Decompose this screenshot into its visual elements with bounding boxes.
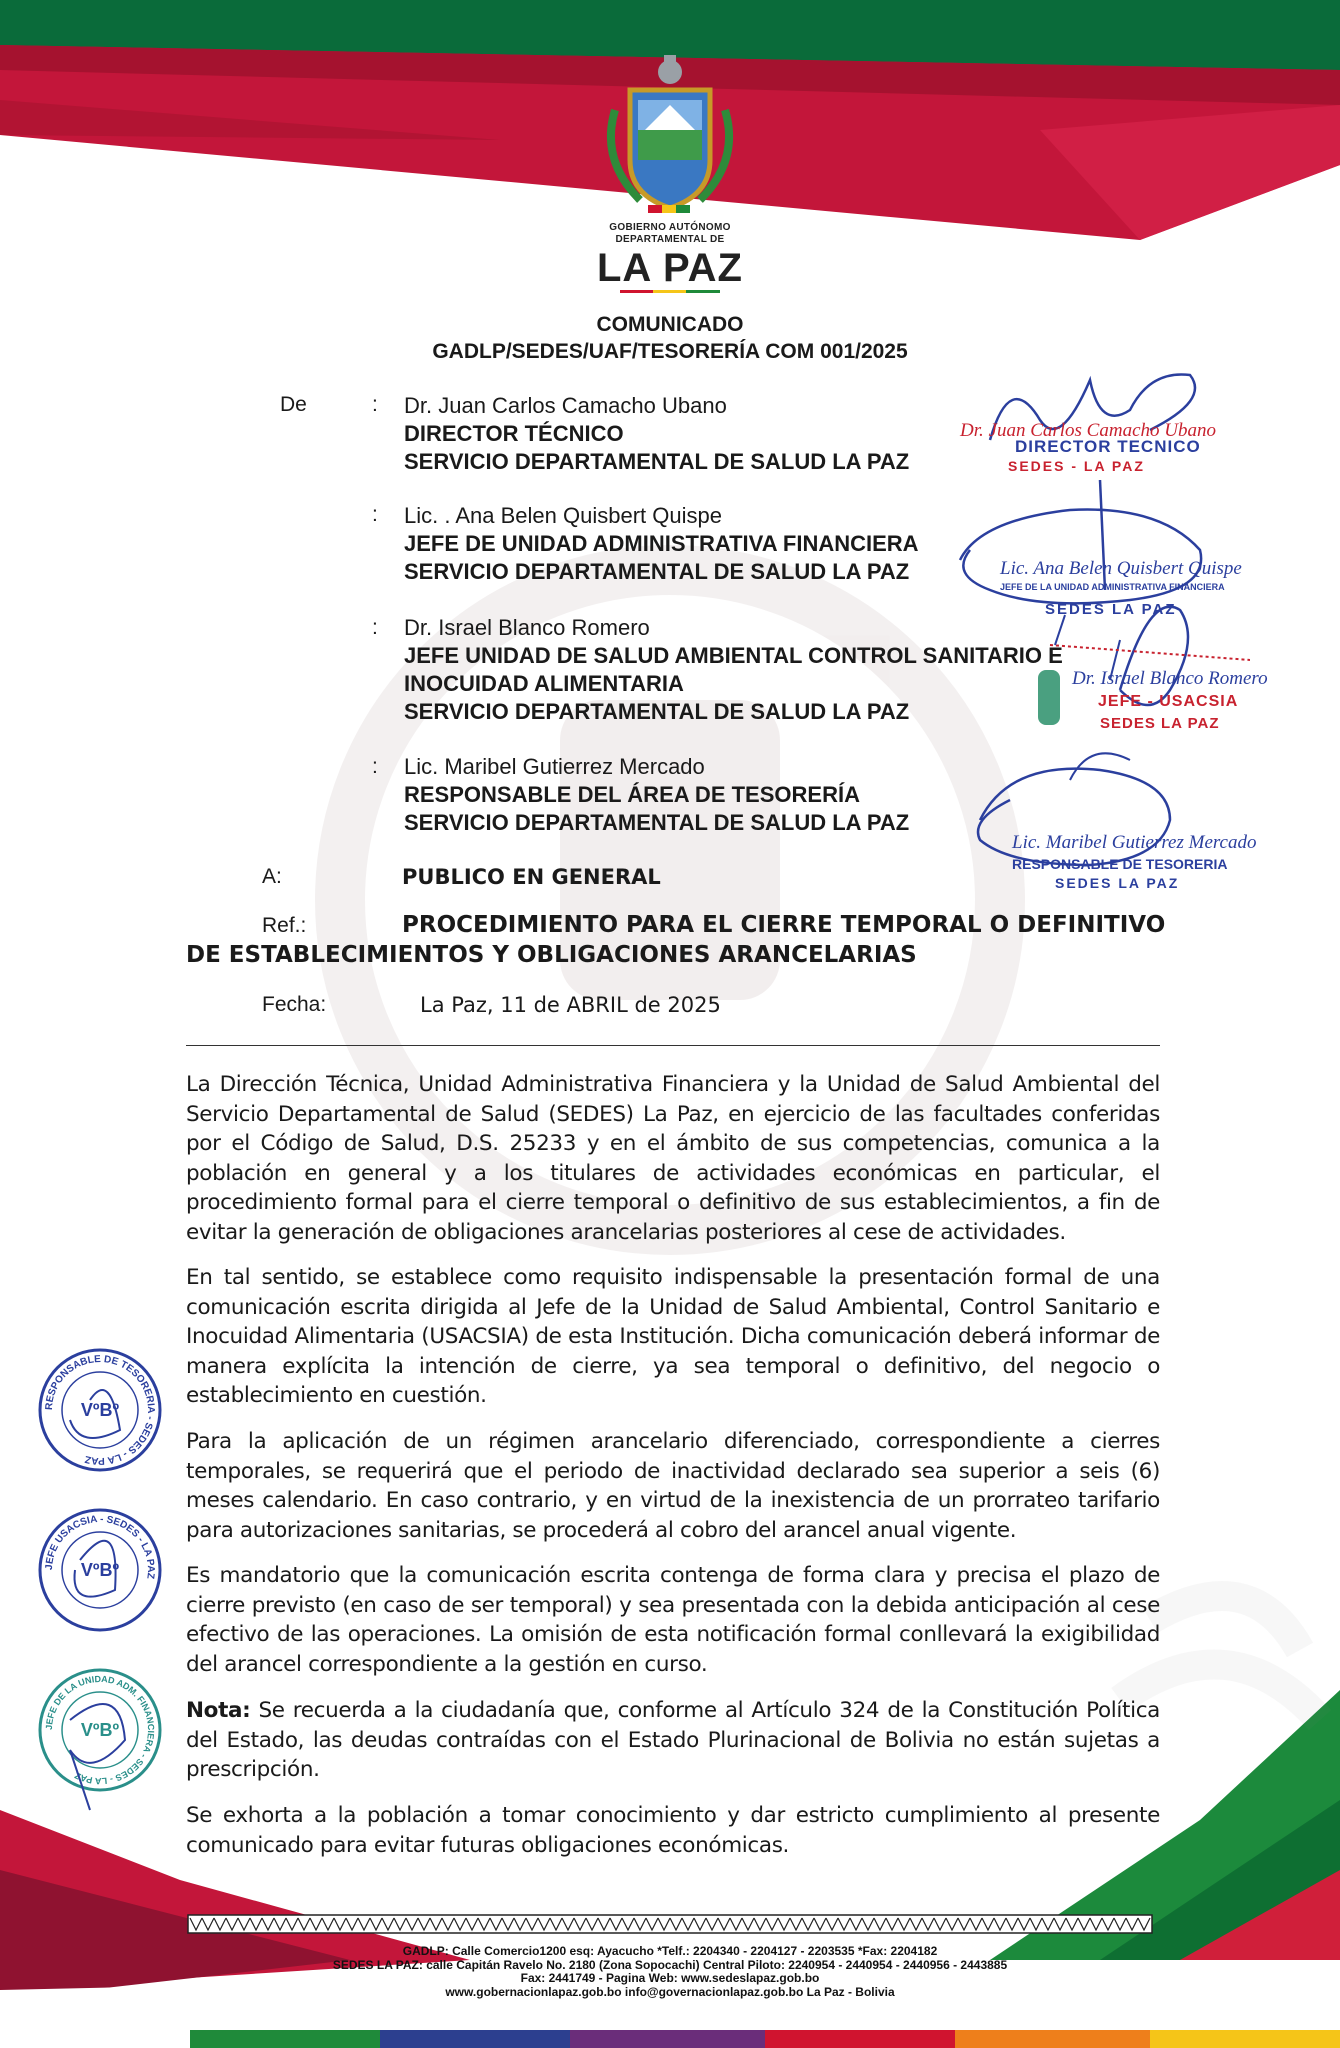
stamp-4-title: RESPONSABLE DE TESORERIA <box>1012 856 1228 872</box>
paragraph-closing: Se exhorta a la población a tomar conocimiento y dar estricto cumplimiento al presente comunicado para evitar futuras obligaciones económicas. <box>186 1803 1160 1858</box>
ref-label: Ref.: <box>262 914 307 937</box>
paragraph-4: Es mandatorio que la comunicación escrita contenga de forma clara y precisa el plazo de cierre previsto (en caso de ser temporal) y sea presentada con la debida anticipación al cese efectivo de las operaciones. La omisión de esta notificación formal conllevará la exigibilidad del arancel correspondiente a la gestión en curso. <box>186 1563 1160 1677</box>
stamp-1-place: SEDES - LA PAZ <box>1008 458 1145 474</box>
footer-line-3: Fax: 2441749 - Pagina Web: www.sedeslapaz.gob.bo <box>520 1971 820 1985</box>
logo-line-3: LA PAZ <box>597 246 743 290</box>
colon: : <box>372 755 378 778</box>
paragraph-2: En tal sentido, se establece como requisito indispensable la presentación formal de una comunicación escrita dirigida al Jefe de la Unidad de Salud Ambiental, Control Sanitario e Inocuidad Alimentaria (USACSIA) de esta Institución. Dicha comunicación deberá informar de manera explícita la intención de cierre, ya sea temporal o definitivo, del negocio o establecimiento en cuestión. <box>186 1265 1160 1408</box>
note-label: Nota: <box>186 1698 251 1723</box>
seal-2 <box>40 1510 160 1630</box>
from-label: De <box>280 393 307 416</box>
sender-title: RESPONSABLE DEL ÁREA DE TESORERÍA <box>404 782 860 807</box>
svg-text:VºBº: VºBº <box>80 1400 120 1420</box>
sender-title: JEFE DE UNIDAD ADMINISTRATIVA FINANCIERA <box>404 531 919 556</box>
sender-name: Lic. . Ana Belen Quisbert Quispe <box>404 503 722 528</box>
sender-title: JEFE UNIDAD DE SALUD AMBIENTAL CONTROL SANITARIO E <box>404 643 1063 668</box>
stamp-2-name: Lic. Ana Belen Quisbert Quispe <box>1000 558 1242 579</box>
svg-text:JEFE DE LA UNIDAD ADM. FINANCI: JEFE DE LA UNIDAD ADM. FINANCIERA - SEDES - LA PAZ <box>43 1673 157 1787</box>
divider <box>186 1045 1160 1046</box>
ref-line-1: PROCEDIMIENTO PARA EL CIERRE TEMPORAL O DEFINITIVO <box>402 912 1166 938</box>
colon: : <box>372 503 378 526</box>
colon: : <box>372 393 378 416</box>
sender-block-2 <box>404 502 919 586</box>
footer <box>0 1945 1340 1999</box>
sender-block-4 <box>404 753 909 837</box>
svg-text:JEFE USACSIA - SEDES - LA PAZ: JEFE USACSIA - SEDES - LA PAZ <box>43 1513 157 1580</box>
date-value: La Paz, 11 de ABRIL de 2025 <box>420 993 721 1017</box>
to-label: A: <box>262 865 282 888</box>
seal-3 <box>40 1670 160 1790</box>
sender-title-cont: INOCUIDAD ALIMENTARIA <box>404 671 684 696</box>
svg-text:VºBº: VºBº <box>80 1720 120 1740</box>
svg-text:RESPONSABLE DE TESORERIA - SED: RESPONSABLE DE TESORERIA - SEDES - LA PAZ <box>43 1353 157 1467</box>
seal-1 <box>40 1350 160 1470</box>
sender-institution: SERVICIO DEPARTAMENTAL DE SALUD LA PAZ <box>404 699 910 724</box>
sender-block-1 <box>404 392 909 476</box>
paragraph-note <box>186 1696 1160 1785</box>
sender-title: DIRECTOR TÉCNICO <box>404 421 624 446</box>
svg-text:VºBº: VºBº <box>80 1560 120 1580</box>
footer-line-1: GADLP: Calle Comercio1200 esq: Ayacucho *Telf.: 2204340 - 2204127 - 2203535 *Fax: 2204182 <box>402 1944 938 1958</box>
logo-wordmark <box>560 222 780 293</box>
footer-line-4: www.gobernacionlapaz.gob.bo info@governacionlapaz.gob.bo La Paz - Bolivia <box>445 1984 895 1999</box>
to-value: PUBLICO EN GENERAL <box>402 865 661 889</box>
stamp-2-title: JEFE DE LA UNIDAD ADMINISTRATIVA FINANCIERA <box>1000 582 1225 592</box>
colon: : <box>372 616 378 639</box>
approval-seals <box>30 1340 170 1840</box>
document-reference-code: GADLP/SEDES/UAF/TESORERÍA COM 001/2025 <box>432 340 908 363</box>
sender-name: Dr. Israel Blanco Romero <box>404 615 650 640</box>
sender-name: Dr. Juan Carlos Camacho Ubano <box>404 393 727 418</box>
sender-institution: SERVICIO DEPARTAMENTAL DE SALUD LA PAZ <box>404 449 910 474</box>
footer-line-2: SEDES LA PAZ: calle Capitán Ravelo No. 2180 (Zona Sopocachi) Central Piloto: 2240954 - 2440954 - 2440956 - 2443885 <box>332 1957 1008 1972</box>
date-label: Fecha: <box>262 993 327 1016</box>
stamp-4-name: Lic. Maribel Gutierrez Mercado <box>1012 832 1257 853</box>
logo-line-2: DEPARTAMENTAL DE <box>615 234 725 245</box>
logo-line-1: GOBIERNO AUTÓNOMO <box>609 222 731 233</box>
stamp-2-place: SEDES LA PAZ <box>1045 601 1177 618</box>
paragraph-1: La Dirección Técnica, Unidad Administrativa Financiera y la Unidad de Salud Ambiental del Servicio Departamental de Salud (SEDES) La Paz, en ejercicio de las facultades conferidas por el Código de Salud, D.S. 25233 y en el ámbito de sus competencias, comunica a la población en general y a los titulares de actividades económicas en particular, el procedimiento formal para el cierre temporal o definitivo de sus establecimientos, a fin de evitar la generación de obligaciones arancelarias posteriores al cese de actividades. <box>186 1072 1160 1245</box>
logo-flag-bar <box>620 290 720 293</box>
note-text: Se recuerda a la ciudadanía que, conforme al Artículo 324 de la Constitución Política del Estado, las deudas contraídas con el Estado Plurinacional de Bolivia no están sujetas a prescripción. <box>186 1698 1160 1782</box>
stamp-3-place: SEDES LA PAZ <box>1100 715 1220 732</box>
paragraph-3: Para la aplicación de un régimen arancelario diferenciado, correspondiente a cierres temporales, se requerirá que el periodo de inactividad declarado sea superior a seis (6) meses calendario. En caso contrario, y en virtud de la inexistencia de un prorrateo tarifario para autorizaciones sanitarias, se procederá al cobro del arancel anual vigente. <box>186 1429 1160 1543</box>
sender-institution: SERVICIO DEPARTAMENTAL DE SALUD LA PAZ <box>404 810 910 835</box>
sender-name: Lic. Maribel Gutierrez Mercado <box>404 754 705 779</box>
stamp-1-name: Dr. Juan Carlos Camacho Ubano <box>960 420 1216 441</box>
document-title: COMUNICADO <box>596 313 744 336</box>
ref-line-2: DE ESTABLECIMIENTOS Y OBLIGACIONES ARANCELARIAS <box>186 942 917 968</box>
sender-institution: SERVICIO DEPARTAMENTAL DE SALUD LA PAZ <box>404 559 910 584</box>
signature-stroke <box>1120 607 1188 705</box>
stamp-3-title: JEFE - USACSIA <box>1098 693 1239 710</box>
stamp-4-place: SEDES LA PAZ <box>1055 875 1180 891</box>
stamp-1-title: DIRECTOR TECNICO <box>1015 437 1201 456</box>
stamp-3-name: Dr. Israel Blanco Romero <box>1072 668 1268 689</box>
